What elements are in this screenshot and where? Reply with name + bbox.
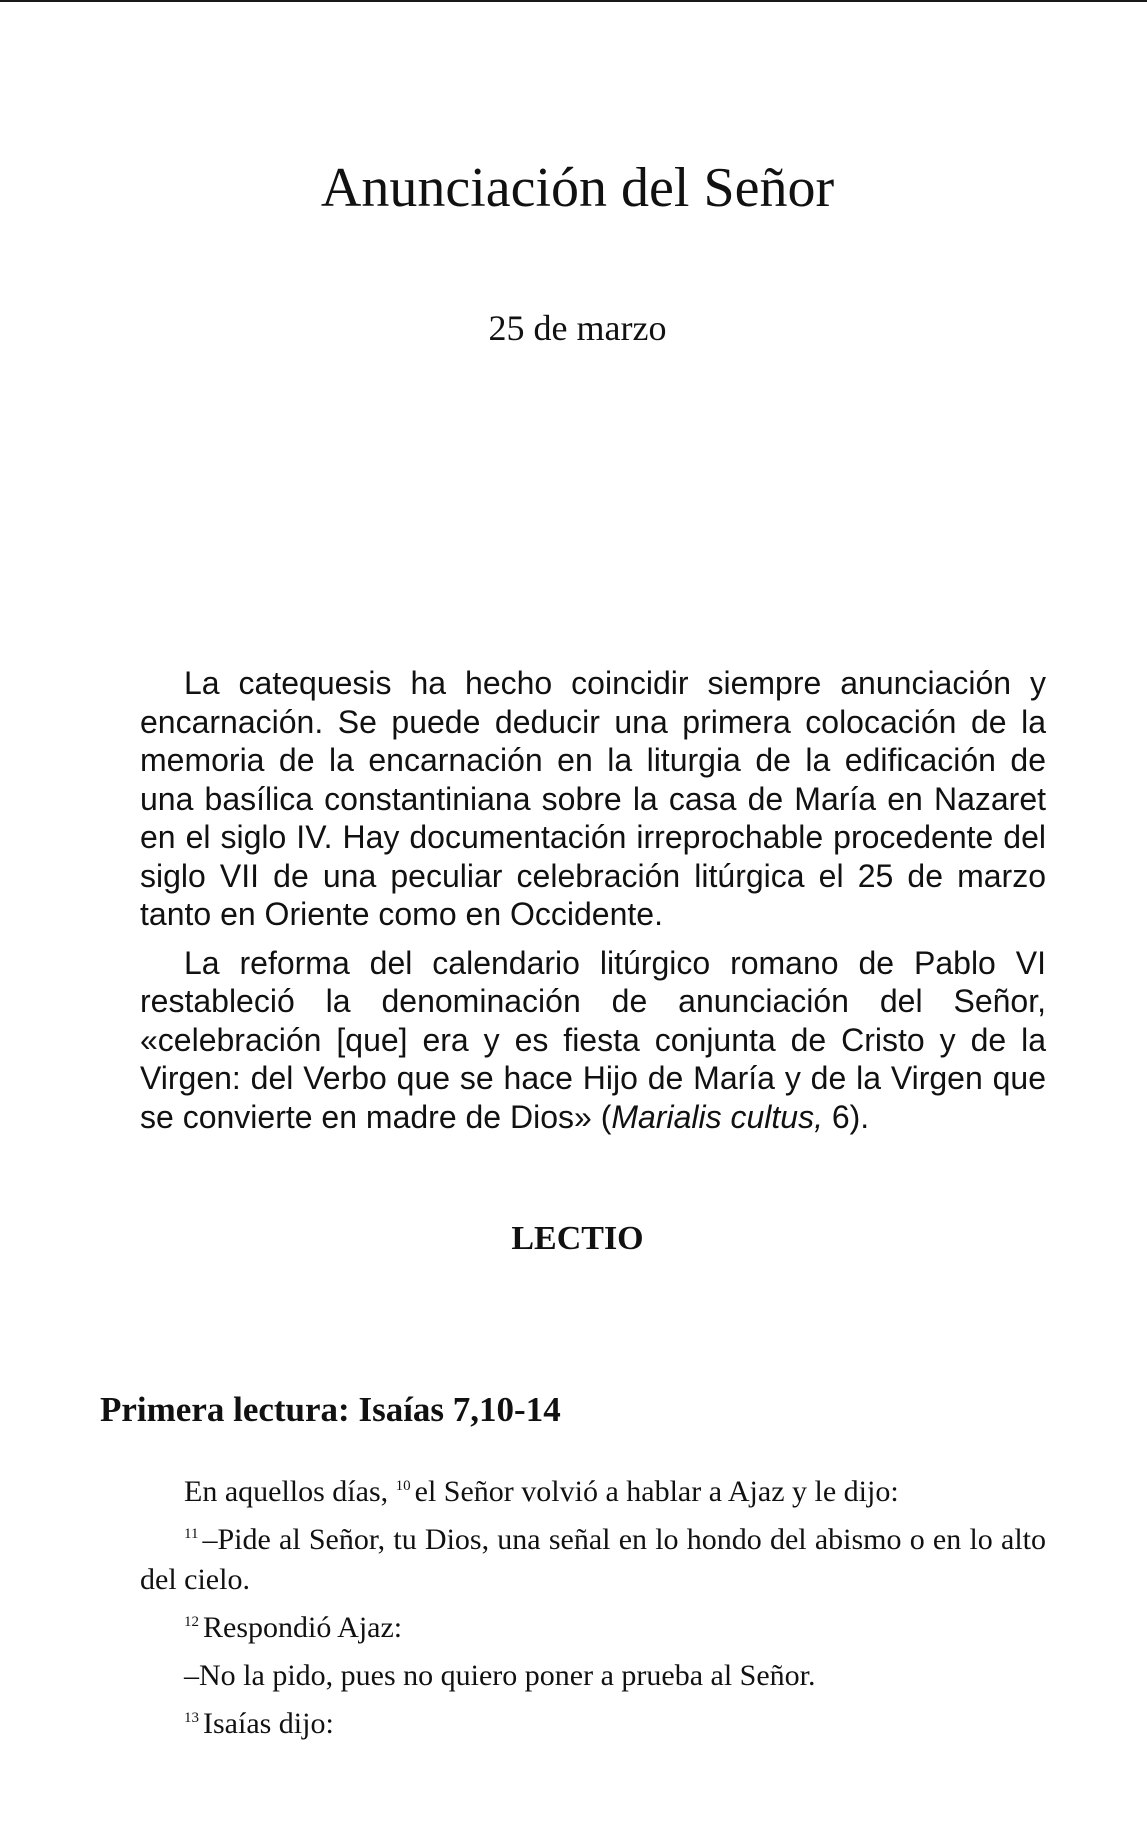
top-rule bbox=[0, 0, 1147, 2]
reading-line-pre: En aquellos días, bbox=[184, 1475, 396, 1508]
reading-line bbox=[140, 1704, 1046, 1744]
reading-line-text: –Pide al Señor, tu Dios, una señal en lo hondo del abismo o en lo alto del cielo. bbox=[140, 1523, 1046, 1596]
intro-paragraph-2 bbox=[140, 944, 1046, 1137]
reading-line bbox=[140, 1472, 1046, 1512]
reading-line bbox=[140, 1520, 1046, 1600]
verse-number: 11 bbox=[184, 1526, 199, 1542]
citation-title: Marialis cultus, bbox=[611, 1098, 823, 1135]
intro-paragraph-2-text: La reforma del calendario litúrgico romano de Pablo VI restableció la denominación de anunciación del Señor, «celebración [que] era y es fiesta conjunta de Cristo y de la Virgen: del Verbo que se hace Hijo de María y de la Virgen que se convierte en madre de Dios» ( bbox=[140, 944, 1046, 1135]
reading-line-text: Isaías dijo: bbox=[203, 1707, 334, 1740]
feast-date: 25 de marzo bbox=[488, 308, 667, 348]
intro-paragraph-1: La catequesis ha hecho coincidir siempre anunciación y encarnación. Se puede deducir una primera colocación de la memoria de la encarnación en la liturgia de la edificación de una basílica constantiniana sobre la casa de María en Nazaret en el siglo IV. Hay documentación irreprochable procedente del siglo VII de una peculiar celebración litúrgica el 25 de marzo tanto en Oriente como en Occidente. bbox=[140, 665, 1046, 932]
reading-line-text: el Señor volvió a hablar a Ajaz y le dijo: bbox=[414, 1475, 899, 1508]
verse-number: 10 bbox=[395, 1478, 411, 1494]
reading-line-text: –No la pido, pues no quiero poner a prueba al Señor. bbox=[184, 1659, 816, 1692]
intro-text bbox=[140, 664, 1046, 1146]
reading-line-text: Respondió Ajaz: bbox=[203, 1611, 403, 1644]
page-title: Anunciación del Señor bbox=[320, 157, 835, 219]
citation-end: 6). bbox=[822, 1098, 870, 1135]
reading-line bbox=[140, 1608, 1046, 1648]
section-heading: LECTIO bbox=[511, 1220, 644, 1257]
reading-text bbox=[140, 1472, 1046, 1752]
verse-number: 13 bbox=[184, 1710, 199, 1726]
reading-line bbox=[140, 1656, 1046, 1696]
reading-heading: Primera lectura: Isaías 7,10-14 bbox=[100, 1390, 561, 1429]
verse-number: 12 bbox=[184, 1614, 199, 1630]
